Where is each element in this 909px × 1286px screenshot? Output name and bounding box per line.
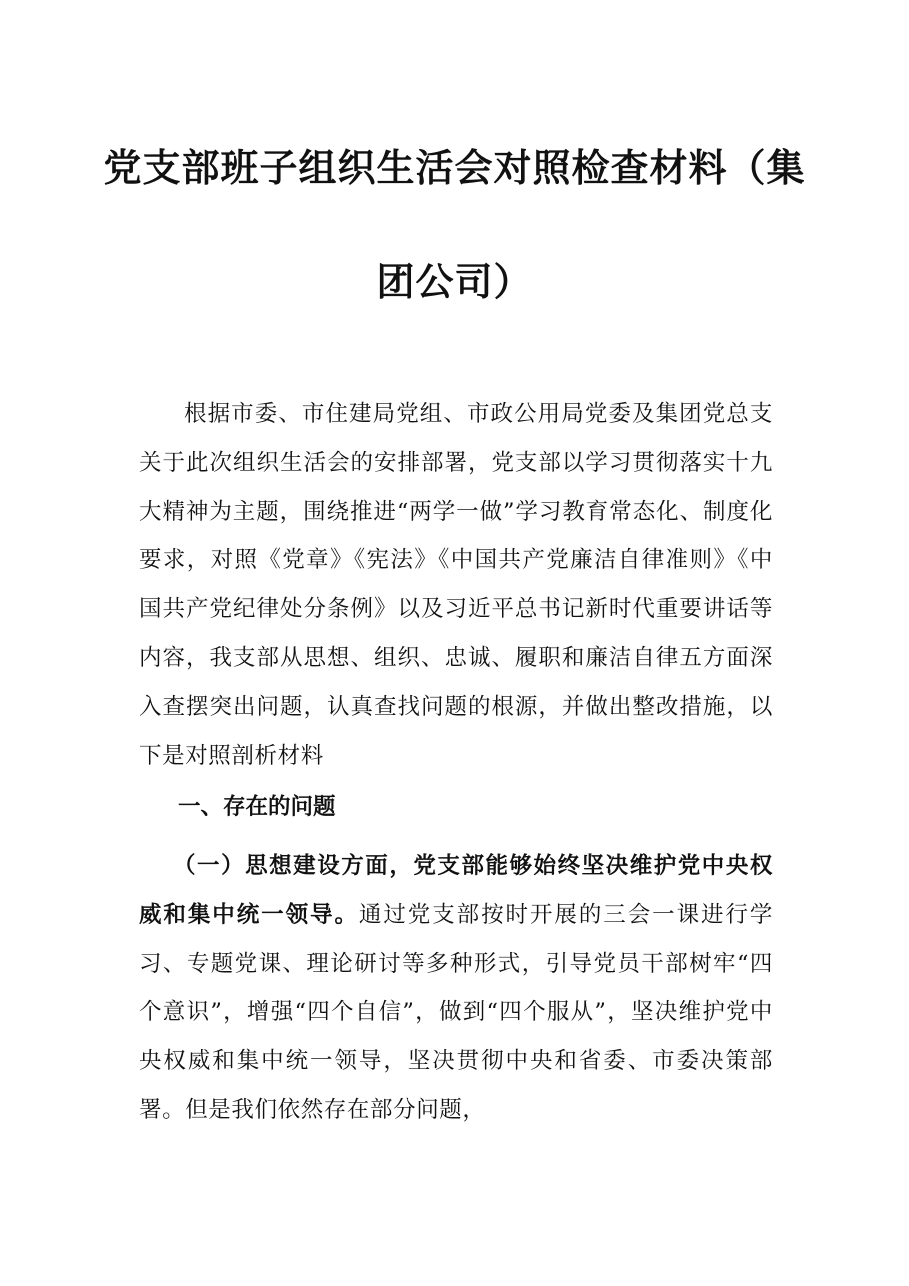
- document-title-line-1: 党支部班子组织生活会对照检查材料（集: [103, 146, 806, 190]
- subsection-lead: （一）思想建设方面，党支部能够始终坚决维护党中央权威和集中统一领导。: [139, 853, 773, 928]
- intro-paragraph: 根据市委、市住建局党组、市政公用局党委及集团党总支关于此次组织生活会的安排部署，党支部以学习贯彻落实十九大精神为主题，围绕推进“两学一做”学习教育常态化、制度化要求，对照《党章》《宪法》《中国共产党廉洁自律准则》《中国共产党纪律处分条例》以及习近平总书记新时代重要讲话等内容，我支部从思想、组织、忠诚、履职和廉洁自律五方面深入查摆突出问题，认真查找问题的根源，并做出整改措施，以下是对照剖析材料: [139, 401, 773, 769]
- document-title-line-2: 团公司）: [376, 260, 533, 304]
- section-heading: 一、存在的问题: [178, 794, 336, 820]
- subsection-body: 通过党支部按时开展的三会一课进行学习、专题党课、理论研讨等多种形式，引导党员干部树牢“四个意识”，增强“四个自信”，做到“四个服从”，坚决维护党中央权威和集中统一领导，坚决贯彻中央和省委、市委决策部署。但是我们依然存在部分问题，: [139, 901, 773, 1123]
- subsection-paragraph: [139, 842, 773, 1135]
